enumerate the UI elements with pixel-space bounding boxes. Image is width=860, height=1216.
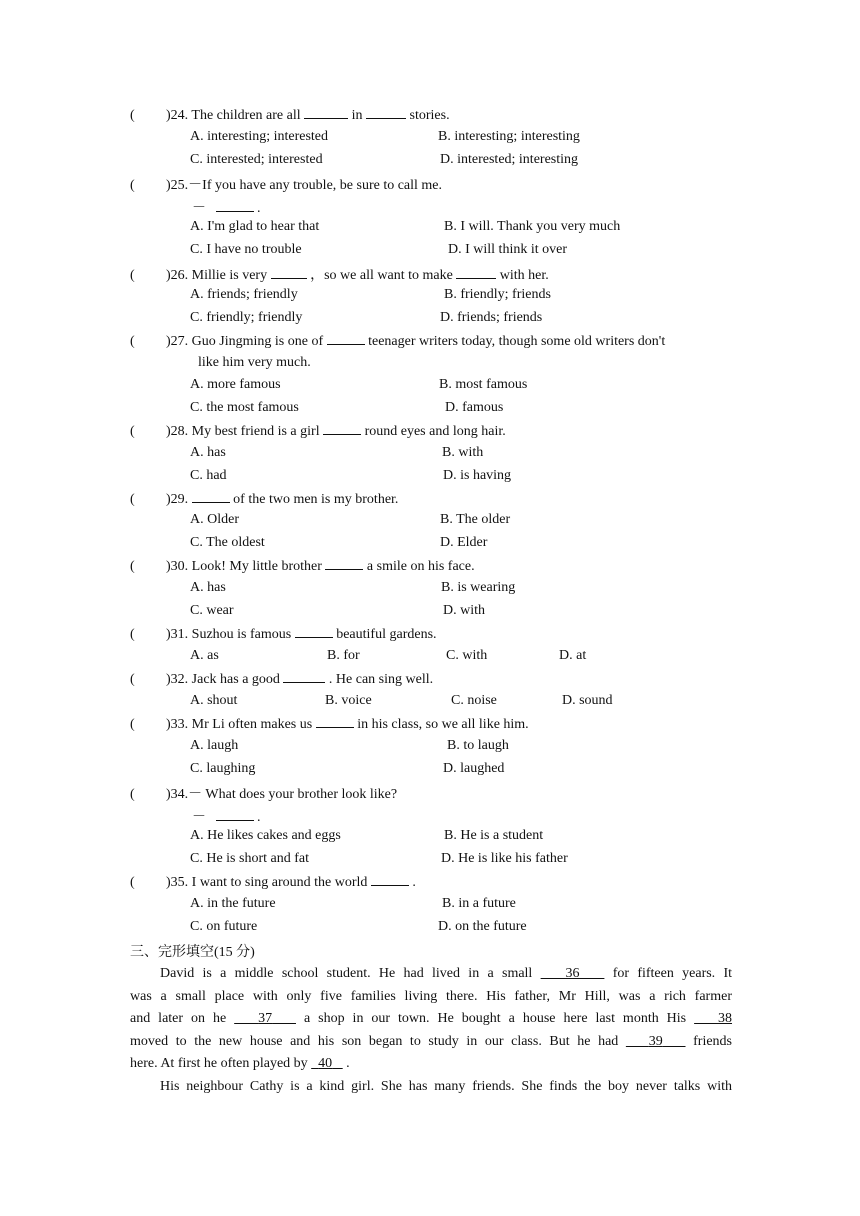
answer-blank bbox=[316, 715, 354, 728]
option-b: B. interesting; interesting bbox=[438, 129, 580, 144]
blank-number: 37 bbox=[258, 1011, 273, 1027]
answer-paren: ( bbox=[130, 559, 135, 574]
option-c: C. on future bbox=[190, 919, 258, 934]
answer-paren: ( bbox=[130, 492, 135, 507]
question-stem: in bbox=[351, 108, 363, 123]
option-d: D. laughed bbox=[443, 761, 505, 776]
reply-line bbox=[192, 806, 261, 826]
answer-paren: ( bbox=[130, 424, 135, 439]
question-stem: )32. Jack has a good bbox=[166, 672, 280, 687]
option-a: A. in the future bbox=[190, 896, 276, 911]
reply-dash: － bbox=[192, 201, 206, 216]
answer-blank bbox=[216, 199, 254, 212]
option-a: A. has bbox=[190, 445, 226, 460]
cloze-blank-36 bbox=[541, 966, 605, 981]
option-b: B. to laugh bbox=[447, 738, 509, 753]
answer-paren: ( bbox=[130, 672, 135, 687]
option-c: C. wear bbox=[190, 603, 234, 618]
option-b: B. with bbox=[442, 445, 484, 460]
option-c: C. The oldest bbox=[190, 535, 265, 550]
reply-line bbox=[192, 197, 261, 217]
option-d: D. sound bbox=[562, 693, 613, 708]
option-d: D. interested; interesting bbox=[440, 152, 579, 167]
paragraph-line bbox=[130, 1053, 732, 1076]
question-stem: )30. Look! My little brother bbox=[166, 559, 322, 574]
question-27 bbox=[130, 332, 665, 350]
option-a: A. I'm glad to hear that bbox=[190, 219, 320, 234]
option-b: B. He is a student bbox=[444, 828, 544, 843]
option-b: B. is wearing bbox=[441, 580, 516, 595]
question-28 bbox=[130, 422, 506, 440]
question-34 bbox=[130, 783, 397, 803]
option-d: D. is having bbox=[443, 468, 512, 483]
cloze-blank-39 bbox=[626, 1034, 686, 1049]
answer-paren: ( bbox=[130, 108, 135, 123]
option-b: B. voice bbox=[325, 693, 372, 708]
text-run: moved to the new house and his son began to study in our class. But he had bbox=[130, 1033, 626, 1049]
paragraph-line: His neighbour Cathy is a kind girl. She has many friends. She finds the boy never talks with bbox=[160, 1079, 732, 1094]
question-stem: in his class, so we all like him. bbox=[357, 717, 529, 732]
question-stem: )31. Suzhou is famous bbox=[166, 627, 292, 642]
text-run: friends bbox=[685, 1033, 732, 1049]
cloze-blank-37 bbox=[234, 1011, 296, 1026]
option-a: A. Older bbox=[190, 512, 239, 527]
question-32 bbox=[130, 670, 433, 688]
question-stem: . He can sing well. bbox=[328, 672, 434, 687]
text-run: David is a middle school student. He had lived in a small bbox=[160, 966, 541, 981]
option-d: D. famous bbox=[445, 400, 504, 415]
answer-blank bbox=[216, 808, 254, 821]
option-a: A. friends; friendly bbox=[190, 287, 298, 302]
answer-blank bbox=[283, 670, 325, 683]
option-a: A. more famous bbox=[190, 377, 281, 392]
answer-blank bbox=[371, 873, 409, 886]
question-30 bbox=[130, 557, 475, 575]
question-stem: )33. Mr Li often makes us bbox=[166, 717, 313, 732]
text-run: here. At first he often played by bbox=[130, 1056, 312, 1072]
option-b: B. The older bbox=[440, 512, 511, 527]
answer-paren: ( bbox=[130, 334, 135, 349]
question-stem: )34.－ What does your brother look like? bbox=[166, 787, 398, 802]
option-a: A. interesting; interested bbox=[190, 129, 329, 144]
option-d: D. friends; friends bbox=[440, 310, 543, 325]
option-c: C. interested; interested bbox=[190, 152, 323, 167]
question-stem: beautiful gardens. bbox=[336, 627, 437, 642]
cloze-blank-38 bbox=[694, 1011, 732, 1026]
answer-blank bbox=[325, 557, 363, 570]
question-stem: )35. I want to sing around the world bbox=[166, 875, 368, 890]
blank-number: 39 bbox=[648, 1033, 663, 1049]
question-stem: )26. Millie is very bbox=[166, 268, 268, 283]
question-stem: with her. bbox=[499, 268, 549, 283]
option-c: C. with bbox=[446, 648, 488, 663]
option-a: A. shout bbox=[190, 693, 238, 708]
question-stem: )24. The children are all bbox=[166, 108, 301, 123]
text-run: and later on he bbox=[130, 1011, 235, 1027]
answer-blank bbox=[366, 106, 406, 119]
answer-paren: ( bbox=[130, 268, 135, 283]
blank-number: 40 bbox=[318, 1056, 333, 1072]
question-35 bbox=[130, 873, 416, 891]
question-stem: . bbox=[412, 875, 416, 890]
answer-blank bbox=[327, 332, 365, 345]
question-29 bbox=[130, 490, 398, 508]
reply-end: . bbox=[257, 201, 261, 216]
option-a: A. has bbox=[190, 580, 226, 595]
option-d: D. on the future bbox=[438, 919, 527, 934]
paragraph-line bbox=[130, 963, 732, 986]
option-c: C. the most famous bbox=[190, 400, 299, 415]
question-stem: )27. Guo Jingming is one of bbox=[166, 334, 324, 349]
question-stem: a smile on his face. bbox=[366, 559, 475, 574]
answer-blank bbox=[304, 106, 348, 119]
option-a: A. laugh bbox=[190, 738, 239, 753]
paragraph-line: was a small place with only five families living there. His father, Mr Hill, was a rich farmer bbox=[130, 988, 732, 1004]
answer-paren: ( bbox=[130, 875, 135, 890]
reply-dash: － bbox=[192, 810, 206, 825]
option-a: A. as bbox=[190, 648, 219, 663]
answer-paren: ( bbox=[130, 627, 135, 642]
answer-paren: ( bbox=[130, 787, 135, 802]
question-26 bbox=[130, 264, 549, 284]
question-stem-continued: like him very much. bbox=[198, 355, 311, 370]
option-b: B. most famous bbox=[439, 377, 528, 392]
question-stem: )28. My best friend is a girl bbox=[166, 424, 320, 439]
question-24 bbox=[130, 106, 450, 124]
section-title: 三、完形填空(15 分) bbox=[130, 945, 255, 960]
option-c: C. laughing bbox=[190, 761, 256, 776]
question-31 bbox=[130, 625, 437, 643]
option-d: D. He is like his father bbox=[441, 851, 568, 866]
option-c: C. He is short and fat bbox=[190, 851, 309, 866]
option-d: D. Elder bbox=[440, 535, 488, 550]
question-stem: )25.－If you have any trouble, be sure to call me. bbox=[166, 178, 443, 193]
question-stem: ，so we all want to make bbox=[310, 268, 453, 283]
paragraph-line bbox=[130, 1008, 732, 1031]
option-c: C. friendly; friendly bbox=[190, 310, 303, 325]
option-b: B. I will. Thank you very much bbox=[444, 219, 621, 234]
text-run: . bbox=[342, 1056, 350, 1072]
option-c: C. noise bbox=[451, 693, 497, 708]
blank-number: 38 bbox=[718, 1011, 733, 1027]
option-a: A. He likes cakes and eggs bbox=[190, 828, 341, 843]
answer-blank bbox=[271, 266, 307, 279]
reply-end: . bbox=[257, 810, 261, 825]
question-stem: teenager writers today, though some old writers don't bbox=[368, 334, 666, 349]
text-run: a shop in our town. He bought a house here last month His bbox=[295, 1011, 695, 1027]
cloze-paragraph-1 bbox=[130, 963, 732, 1076]
question-33 bbox=[130, 715, 529, 733]
answer-paren: ( bbox=[130, 717, 135, 732]
cloze-blank-40 bbox=[311, 1056, 343, 1071]
blank-number: 36 bbox=[565, 966, 580, 981]
option-b: B. friendly; friends bbox=[444, 287, 551, 302]
answer-paren: ( bbox=[130, 178, 135, 193]
question-stem: )29. bbox=[166, 492, 189, 507]
answer-blank bbox=[192, 490, 230, 503]
question-stem: of the two men is my brother. bbox=[233, 492, 399, 507]
answer-blank bbox=[295, 625, 333, 638]
option-d: D. I will think it over bbox=[448, 242, 567, 257]
question-stem: stories. bbox=[409, 108, 450, 123]
option-d: D. with bbox=[443, 603, 485, 618]
option-b: B. for bbox=[327, 648, 360, 663]
text-run: for fifteen years. It bbox=[604, 966, 733, 981]
question-25 bbox=[130, 174, 442, 194]
answer-blank bbox=[456, 266, 496, 279]
option-d: D. at bbox=[559, 648, 587, 663]
cloze-paragraph-2 bbox=[130, 1076, 732, 1099]
option-b: B. in a future bbox=[442, 896, 516, 911]
paragraph-line bbox=[130, 1031, 732, 1054]
option-c: C. I have no trouble bbox=[190, 242, 302, 257]
question-stem: round eyes and long hair. bbox=[364, 424, 506, 439]
answer-blank bbox=[323, 422, 361, 435]
option-c: C. had bbox=[190, 468, 227, 483]
